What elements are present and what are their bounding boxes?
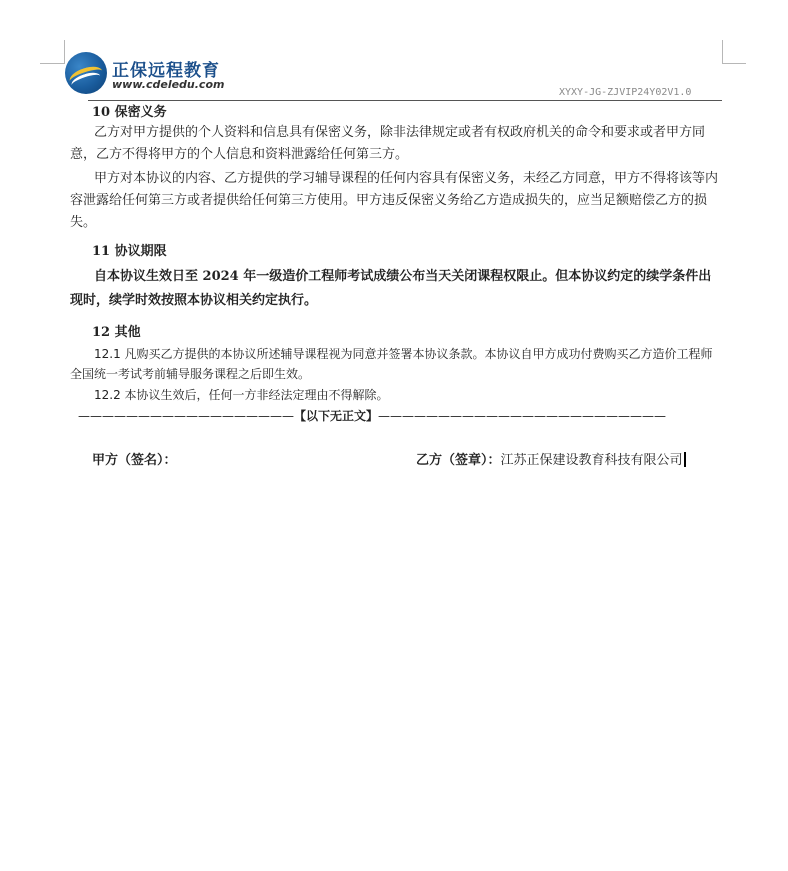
text-cursor [684,452,686,467]
section-10-paragraph-2: 甲方对本协议的内容、乙方提供的学习辅导课程的任何内容具有保密义务，未经乙方同意，甲方不得将该等内容泄露给任何第三方或者提供给任何第三方使用。甲方违反保密义务给乙方造成损失的，应当足额赔偿乙方的损失。 [70,171,719,230]
party-b-signature-label: 乙方（签章）： [416,453,501,468]
party-a-signature-label: 甲方（签名）： [92,453,177,468]
logo-icon [65,52,107,94]
section-10-title: 10 保密义务 [92,105,167,120]
section-11-title: 11 协议期限 [92,244,167,259]
party-b-company: 江苏正保建设教育科技有限公司 [500,453,683,468]
crop-mark-top-right-h [722,63,746,64]
section-10-paragraph-1: 乙方对甲方提供的个人资料和信息具有保密义务，除非法律规定或者有权政府机关的命令和要求或者甲方同意，乙方不得将甲方的个人信息和资料泄露给任何第三方。 [70,125,706,162]
party-b-signature [416,449,686,468]
end-of-text-divider [78,407,678,424]
header-rule [88,100,722,101]
document-code: XYXY-JG-ZJVIP24Y02V1.0 [559,87,692,98]
section-12-paragraph-1: 12.1 凡购买乙方提供的本协议所述辅导课程视为同意并签署本协议条款。本协议自甲方成功付费购买乙方造价工程师全国统一考试考前辅导服务课程之后即生效。 [70,347,713,381]
crop-mark-top-right-v [722,40,723,64]
crop-mark-top-left-h [40,63,65,64]
divider-label: 【以下无正文】 [294,409,379,423]
brand-url: www.cdeledu.com [112,78,225,91]
divider-right-dashes: ———————————————————————— [378,409,667,423]
section-11-paragraph-1: 自本协议生效日至 2024 年一级造价工程师考试成绩公布当天关闭课程权限止。但本协议约定的续学条件出现时，续学时效按照本协议相关约定执行。 [70,269,712,308]
brand-name: 正保远程教育 [112,61,220,81]
section-12-title: 12 其他 [92,325,141,340]
section-12-paragraph-2: 12.2 本协议生效后，任何一方非经法定理由不得解除。 [94,388,389,402]
divider-left-dashes: —————————————————— [78,409,294,423]
crop-mark-top-left-v [64,40,65,64]
